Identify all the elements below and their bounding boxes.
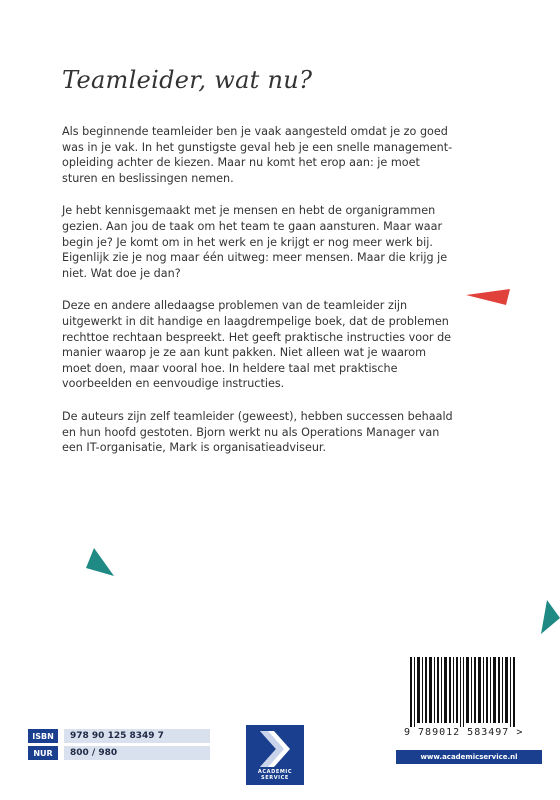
nur-value: 800 / 980 <box>64 746 210 760</box>
isbn-label: ISBN <box>28 729 58 743</box>
logo-text-line-1: ACADEMIC <box>257 769 293 775</box>
logo-text-line-2: SERVICE <box>261 775 289 781</box>
barcode <box>400 653 535 738</box>
back-cover-text <box>62 124 454 473</box>
publisher-url: www.academicservice.nl <box>396 750 542 764</box>
publisher-logo-text <box>246 769 304 781</box>
isbn-row <box>28 729 210 743</box>
book-title: Teamleider, wat nu? <box>62 66 313 94</box>
paragraph-authors: De auteurs zijn zelf teamleider (geweest), hebben successen behaald en hun hoofd gestoten. Bjorn werkt nu als Operations Manager van een IT-organisatie, Mark is organisatieadviseur. <box>62 409 453 455</box>
teal-triangle-decoration <box>86 548 116 580</box>
paragraph-intro: Als beginnende teamleider ben je vaak aangesteld omdat je zo goed was in je vak. In het gunstigste geval heb je een snelle management-opleiding achter de kiezen. Maar nu komt het erop aan: je moet sturen en beslissingen nemen. <box>62 125 453 185</box>
paragraph-problem: Je hebt kennisgemaakt met je mensen en hebt de organigrammen gezien. Aan jou de taak om het team te gaan aansturen. Maar waar begin je? Je komt om in het werk en je krijgt er nog meer werk bij. Eigenlijk zie je nog maar één uitweg: meer mensen. Maar die krijg je niet. Wat doe je dan? <box>62 204 448 280</box>
chevron-logo-icon <box>246 727 304 771</box>
nur-label: NUR <box>28 746 58 760</box>
isbn-value: 978 90 125 8349 7 <box>64 729 210 743</box>
barcode-digits: 9 789012 583497 > <box>404 727 524 738</box>
nur-row <box>28 746 210 760</box>
publisher-logo <box>246 725 304 785</box>
red-triangle-decoration <box>466 287 512 307</box>
paragraph-book: Deze en andere alledaagse problemen van de teamleider zijn uitgewerkt in dit handige en laagdrempelige boek, dat de problemen rechttoe rechtaan bespreekt. Het geeft praktische instructies voor de manier waarop je ze aan kunt pakken. Niet alleen wat je waarom moet doen, maar vooral hoe. In heldere taal met praktische voorbeelden en eenvoudige instructies. <box>62 299 452 391</box>
teal-triangle-edge-decoration <box>541 600 560 634</box>
